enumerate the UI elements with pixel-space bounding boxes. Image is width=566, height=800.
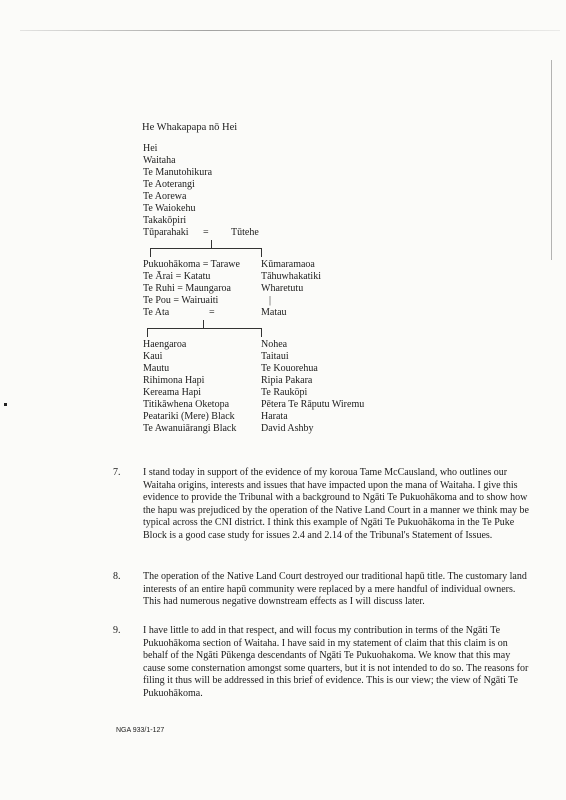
page-title: He Whakapapa nō Hei [142, 122, 238, 133]
gen3-right-name: David Ashby [261, 423, 314, 434]
gen3-right-name: Te Kouorehua [261, 363, 318, 374]
lineage-name: Takakōpiri [143, 215, 187, 226]
document-reference: NGA 933/1-127 [116, 727, 165, 734]
lineage-name: Te Aoterangi [143, 179, 195, 190]
lineage-name: Te Manutohikura [143, 167, 213, 178]
tree-connector-stem [211, 240, 212, 248]
gen3-right-name: Ripia Pakara [261, 375, 313, 386]
gen3-right-name: Harata [261, 411, 288, 422]
gen3-left-name: Haengaroa [143, 339, 187, 350]
tree-connector-drop [147, 328, 148, 337]
paragraph-number: 8. [113, 571, 121, 582]
gen2-right-name: Tāhuwhakatiki [261, 271, 321, 282]
tree-connector-drop [261, 248, 262, 257]
gen3-left-name: Kaui [143, 351, 163, 362]
paragraph-text: I have little to add in that respect, and will focus my contribution in terms of the Ngāti Te Pukuohākoma section of Waitaha. I have said in my statement of claim that this claim is on behalf of the Ngāti Pūkenga descendants of Ngāti Te Pukuohakoma. We know that this may cause some consternation amongst some quarters, but it is not intended to do so. The reasons for filing it thus will be addressed in this brief of evidence. This is our view; the view of Ngāti Te Pukuohākoma. [143, 625, 529, 699]
tree-connector-bar [150, 248, 262, 249]
gen2-right-name: Kūmaramaoa [261, 259, 315, 270]
scan-speck [4, 403, 7, 406]
tree-connector-stem [203, 320, 204, 328]
tree-connector-drop [150, 248, 151, 257]
lineage-name: Hei [143, 143, 158, 154]
lineage-name: Waitaha [143, 155, 176, 166]
gen2-left-name: Te Ārai = Katatu [143, 271, 211, 282]
gen3-right-name: Taitaui [261, 351, 289, 362]
marriage-sign: = [203, 227, 209, 238]
paragraph-number: 9. [113, 625, 121, 636]
gen3-right-name: Te Rauköpi [261, 387, 308, 398]
tree-connector-bar [147, 328, 262, 329]
marriage-left: Te Ata [143, 307, 170, 318]
gen2-left-name: Te Ruhi = Maungaroa [143, 283, 231, 294]
gen3-left-name: Rihimona Hapi [143, 375, 205, 386]
gen3-right-name: Pētera Te Rāputu Wiremu [261, 399, 365, 410]
marriage-right: Tūtehe [231, 227, 259, 238]
paragraph-number: 7. [113, 467, 121, 478]
gen2-left-name: Pukuohākoma = Tarawe [143, 259, 240, 270]
gen3-left-name: Kereama Hapi [143, 387, 202, 398]
lineage-name: Te Waiokehu [143, 203, 196, 214]
gen3-left-name: Titikāwhena Oketopa [143, 399, 230, 410]
gen2-left-name: Te Pou = Wairuaiti [143, 295, 219, 306]
gen3-left-name: Mautu [143, 363, 170, 374]
gen3-left-name: Peatariki (Mere) Black [143, 411, 235, 422]
tree-connector-drop [261, 328, 262, 337]
marriage-left: Tūparahaki [143, 227, 189, 238]
paragraph-text: The operation of the Native Land Court destroyed our traditional hapū title. The customary land interests of an entire hapū community were replaced by a mere handful of individual owners. This had numerous negative downstream effects as I will discuss later. [143, 571, 527, 608]
gen2-descent-bar: | [269, 295, 272, 306]
gen3-left-name: Te Awanuiārangi Black [143, 423, 237, 434]
marriage-right: Matau [261, 307, 287, 318]
gen3-right-name: Nohea [261, 339, 288, 350]
lineage-name: Te Aorewa [143, 191, 187, 202]
scan-edge-top [20, 30, 560, 31]
paragraph-text: I stand today in support of the evidence of my koroua Tame McCausland, who outlines our Waitaha origins, interests and issues that have impacted upon the mana of Waitaha. I give this evidence to provide the Tribunal with a background to Ngāti Te Pukuohākoma and to show how the hapu was prejudiced by the operation of the Native Land Court in a manner we think may be typical across the CNI district. I think this example of Ngāti Te Pukuohākoma in the Te Puke Block is a good case study for issues 2.4 and 2.14 of the Tribunal's Statement of Issues. [143, 467, 529, 541]
gen2-right-name: Wharetutu [261, 283, 304, 294]
marriage-sign: = [209, 307, 215, 318]
scan-edge-right [551, 60, 552, 260]
